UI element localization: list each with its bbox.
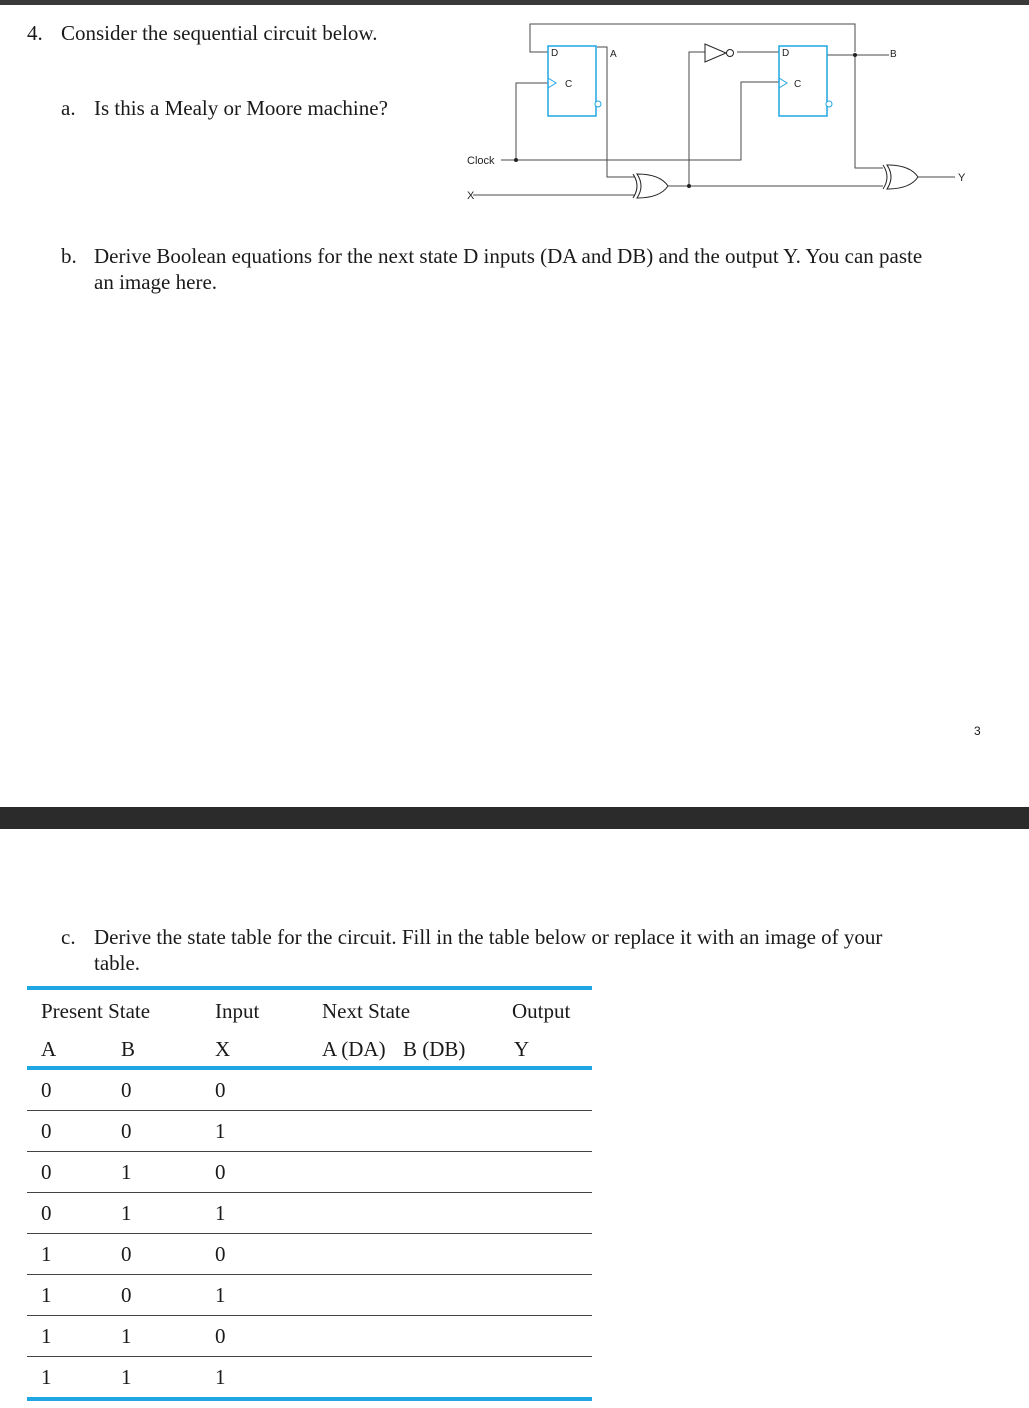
table-row (27, 1316, 592, 1356)
wire-to-inverter (689, 52, 705, 186)
cell-b: 0 (121, 1283, 132, 1307)
cell-b: 0 (121, 1119, 132, 1143)
junction-clock (514, 158, 518, 162)
question-number: 4. (27, 21, 43, 45)
wire-clock (501, 82, 779, 160)
part-b (61, 243, 1011, 295)
table-row (27, 1070, 592, 1110)
part-b-line-1: Derive Boolean equations for the next state D inputs (DA and DB) and the output Y. You can paste (94, 244, 923, 268)
part-a (61, 95, 461, 121)
state-table (27, 986, 592, 1401)
question-prompt (27, 20, 377, 46)
inverter-gate (705, 44, 734, 62)
table-row (27, 1111, 592, 1151)
cell-b: 0 (121, 1242, 132, 1266)
table-row (27, 1234, 592, 1274)
column-header-row (27, 1028, 592, 1066)
header-output: Output (512, 999, 571, 1023)
page-separator (0, 807, 1029, 829)
cell-b: 1 (121, 1160, 132, 1184)
junction-xor1 (687, 184, 691, 188)
cell-a: 1 (41, 1324, 52, 1348)
cell-x: 0 (215, 1242, 226, 1266)
col-db: B (DB) (403, 1037, 466, 1061)
group-header-row (27, 990, 592, 1028)
wire-a-xor (597, 47, 635, 177)
cell-b: 1 (121, 1324, 132, 1348)
cell-x: 1 (215, 1283, 226, 1307)
cell-b: 1 (121, 1201, 132, 1225)
header-input: Input (215, 999, 260, 1023)
part-a-letter: a. (61, 96, 76, 120)
part-c (61, 924, 1011, 976)
cell-x: 1 (215, 1119, 226, 1143)
table-row (27, 1275, 592, 1315)
wire-b-xor2 (855, 55, 883, 168)
col-a: A (41, 1037, 57, 1061)
part-b-line-2: an image here. (94, 270, 218, 294)
flip-flop-b (779, 46, 897, 116)
ffb-c-label: C (794, 79, 802, 90)
x-input-label: X (467, 190, 475, 202)
cell-x: 0 (215, 1078, 226, 1102)
clock-label: Clock (467, 155, 495, 167)
part-c-line-1: Derive the state table for the circuit. Fill in the table below or replace it with an image of your (94, 925, 883, 949)
cell-a: 0 (41, 1201, 52, 1225)
cell-a: 1 (41, 1365, 52, 1389)
cell-b: 0 (121, 1078, 132, 1102)
part-a-text: Is this a Mealy or Moore machine? (94, 96, 388, 120)
xor-gate-1 (633, 174, 668, 198)
top-page-rule (0, 0, 1029, 5)
sequential-circuit-diagram (455, 18, 975, 208)
cell-b: 1 (121, 1365, 132, 1389)
table-row (27, 1357, 592, 1397)
cell-x: 0 (215, 1160, 226, 1184)
cell-a: 0 (41, 1078, 52, 1102)
part-c-line-2: table. (94, 951, 141, 975)
col-da: A (DA) (322, 1037, 386, 1061)
cell-x: 0 (215, 1324, 226, 1348)
xor-gate-2 (883, 165, 918, 189)
cell-a: 0 (41, 1119, 52, 1143)
table-row (27, 1152, 592, 1192)
y-output-label: Y (958, 172, 966, 184)
header-next-state: Next State (322, 999, 411, 1023)
cell-a: 0 (41, 1160, 52, 1184)
part-b-letter: b. (61, 244, 77, 268)
junction-b (853, 53, 857, 57)
ffb-output-label: B (890, 49, 897, 60)
table-bottom-rule (27, 1397, 592, 1401)
header-present-state: Present State (41, 999, 151, 1023)
cell-a: 1 (41, 1283, 52, 1307)
table-row (27, 1193, 592, 1233)
cell-a: 1 (41, 1242, 52, 1266)
ffa-output-label: A (610, 49, 617, 60)
cell-x: 1 (215, 1365, 226, 1389)
col-y: Y (514, 1037, 530, 1061)
question-text: Consider the sequential circuit below. (61, 21, 378, 45)
ffb-d-label: D (782, 48, 790, 59)
col-x: X (215, 1037, 231, 1061)
ffa-c-label: C (565, 79, 573, 90)
cell-x: 1 (215, 1201, 226, 1225)
part-c-letter: c. (61, 925, 76, 949)
col-b: B (121, 1037, 136, 1061)
page-number: 3 (974, 724, 981, 738)
wire-clock-ffa (516, 83, 548, 160)
ffa-d-label: D (551, 48, 559, 59)
